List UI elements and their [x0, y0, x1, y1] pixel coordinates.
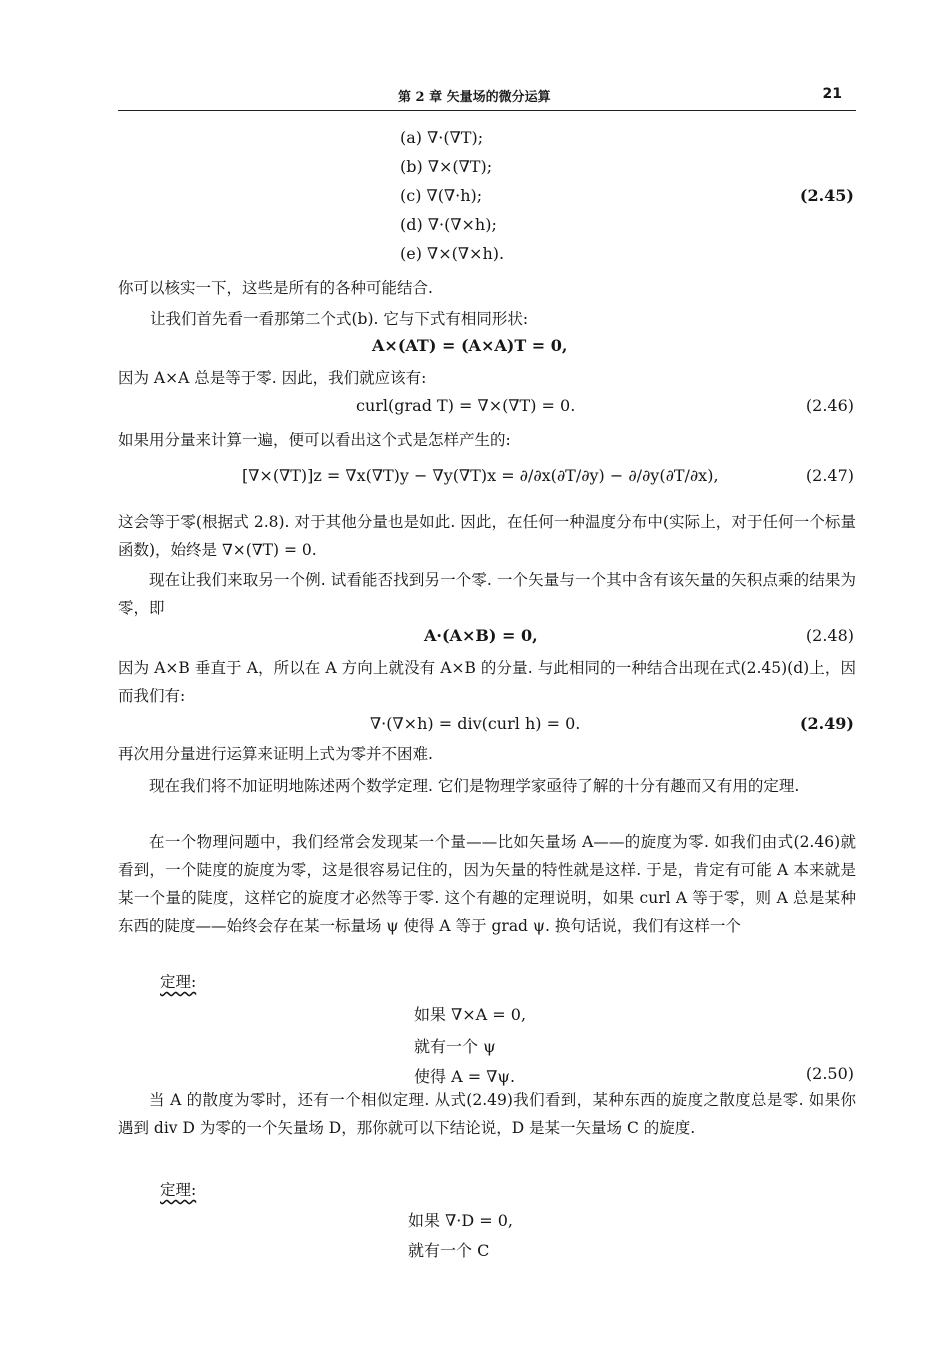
paragraph: 再次用分量进行运算来证明上式为零并不困难.: [118, 745, 433, 763]
equation-number: (2.48): [805, 626, 854, 645]
equation-number: (2.46): [805, 396, 854, 415]
formula-item-b: (b) ∇×(∇T);: [400, 157, 493, 176]
paragraph: 当 A 的散度为零时，还有一个相似定理. 从式(2.49)我们看到，某种东西的旋度之散度总是零. 如果你遇到 div D 为零的一个矢量场 D，那你就可以下结论说，D 是某一矢量场 C 的旋度.: [118, 1091, 856, 1137]
paragraph: 因为 A×A 总是等于零. 因此，我们就应该有:: [118, 369, 427, 387]
equation: curl(grad T) = ∇×(∇T) = 0.: [356, 396, 576, 415]
formula-item-d: (d) ∇·(∇×h);: [400, 215, 497, 234]
formula-item-e: (e) ∇×(∇×h).: [400, 244, 505, 263]
equation-number: (2.47): [805, 466, 854, 485]
theorem-label: 定理:: [160, 973, 197, 991]
equation-number: (2.45): [799, 186, 854, 205]
equation: A×(AT) = (A×A)T = 0,: [372, 336, 568, 355]
theorem-line: 如果 ∇×A = 0,: [414, 1005, 527, 1024]
equation-number: (2.50): [805, 1064, 854, 1083]
theorem-line: 使得 A = ∇ψ.: [414, 1067, 516, 1086]
page-header: [118, 84, 856, 111]
paragraph: 如果用分量来计算一遍，便可以看出这个式是怎样产生的:: [118, 431, 511, 449]
theorem-line: 如果 ∇·D = 0,: [408, 1211, 514, 1230]
paragraph: 现在让我们来取另一个例. 试看能否找到另一个零. 一个矢量与一个其中含有该矢量的矢积点乘的结果为零，即: [118, 571, 856, 617]
formula-item-a: (a) ∇·(∇T);: [400, 128, 484, 147]
theorem-label: 定理:: [160, 1181, 197, 1199]
paragraph: 你可以核实一下，这些是所有的各种可能结合.: [118, 279, 433, 297]
page-number: 21: [822, 86, 842, 102]
paragraph: 这会等于零(根据式 2.8). 对于其他分量也是如此. 因此，在任何一种温度分布中(实际上，对于任何一个标量函数)，始终是 ∇×(∇T) = 0.: [118, 513, 856, 559]
equation: [∇×(∇T)]z = ∇x(∇T)y − ∇y(∇T)x = ∂/∂x(∂T/∂y) − ∂/∂y(∂T/∂x),: [242, 466, 719, 485]
equation-number: (2.49): [799, 714, 854, 733]
paragraph: 因为 A×B 垂直于 A，所以在 A 方向上就没有 A×B 的分量. 与此相同的一种结合出现在式(2.45)(d)上，因而我们有:: [118, 659, 856, 705]
equation: A·(A×B) = 0,: [424, 626, 538, 645]
paragraph: 在一个物理问题中，我们经常会发现某一个量——比如矢量场 A——的旋度为零. 如我们由式(2.46)就看到，一个陡度的旋度为零，这是很容易记住的，因为矢量的特性就是这样. 于是，肯定有可能 A 本来就是某一个量的陡度，这样它的旋度才必然等于零. 这个有趣的定理说明，如果 curl A 等于零，则 A 总是某种东西的陡度——始终会存在某一标量场 ψ 使得 A 等于 grad ψ. 换句话说，我们有这样一个: [118, 833, 856, 935]
theorem-line: 就有一个 ψ: [414, 1037, 496, 1056]
formula-item-c: (c) ∇(∇·h);: [400, 186, 483, 205]
theorem-line: 就有一个 C: [408, 1241, 490, 1260]
chapter-title: 第 2 章 矢量场的微分运算: [398, 90, 551, 105]
paragraph: 现在我们将不加证明地陈述两个数学定理. 它们是物理学家亟待了解的十分有趣而又有用的定理.: [149, 777, 800, 795]
equation: ∇·(∇×h) = div(curl h) = 0.: [370, 714, 581, 733]
paragraph: 让我们首先看一看那第二个式(b). 它与下式有相同形状:: [150, 310, 529, 328]
